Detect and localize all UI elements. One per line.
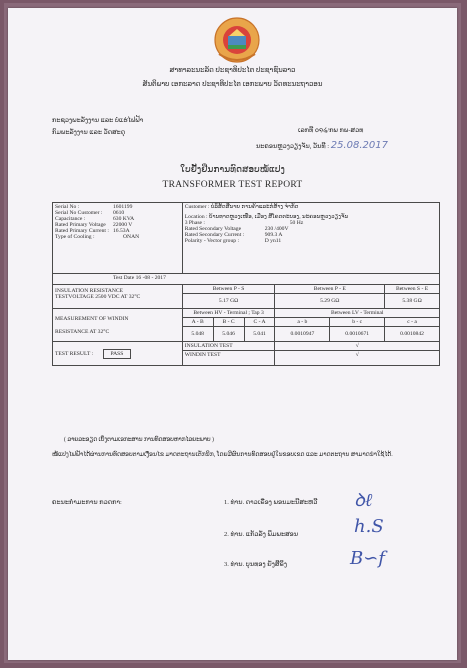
spec-value: ONAN [123, 234, 140, 240]
spec-value: 630 KVA [113, 216, 135, 222]
insulation-value-pe: 5.29 GΩ [275, 294, 385, 309]
winding-value: 5.046 [213, 327, 244, 342]
footnote: ( ລາຍລະອຽດ ເບິ່ງຕາມເອກະສານ ການທົດສອບຫາກໄລຍະພາບ ) [64, 437, 214, 443]
winding-value: 5.041 [244, 327, 275, 342]
rated-secondary-current-label: Rated Secondary Current : [184, 232, 245, 238]
winding-temperature: RESISTANCE AT 32°C [55, 328, 110, 335]
signer-name: 2. ທ່ານ. ແກ້ວລັງ ພິມພະສອນ [224, 531, 299, 538]
insulation-value-ps: 5.17 GΩ [182, 294, 275, 309]
test-date: Test Date 16 -08 - 2017 [53, 274, 440, 285]
winding-col: a - b [275, 318, 330, 327]
spec-value: 16.53A [113, 228, 130, 234]
date-line [256, 140, 388, 151]
winding-label: MEASUREMENT OF WINDIN [55, 315, 129, 322]
signers-title: ຄະນະກຳມະການ ກວດກາ: [52, 499, 122, 506]
winding-col: C - A [244, 318, 275, 327]
winding-hv-header: Between HV - Terminal ; Tap 3 [182, 309, 275, 318]
winding-value: 0.0010842 [385, 327, 440, 342]
signature: B∽f [350, 548, 385, 569]
signature: h.S [354, 516, 384, 537]
national-header-line1: ສາທາລະນະລັດ ປະຊາທິປະໄຕ ປະຊາຊົນລາວ [169, 66, 296, 74]
winding-col: c - a [385, 318, 440, 327]
polarity-value: D yn11 [264, 238, 282, 244]
winding-col: B - C [213, 318, 244, 327]
location: Location : ບ້ານທາດຫຼວງເໜືອ, ເມືອງ ສີໂຄດຕະບອງ, ນະຄອນຫຼວງວຽງຈັນ [184, 214, 349, 220]
spec-value: 22000 V [113, 222, 133, 228]
insulation-header-pe: Between P - E [275, 285, 385, 294]
statement: ໝໍ້ແປງໄຟຟ້າໄດ້ຜ່ານການທົດສອບຕາມເງື່ອນໄຂ ມາດຕະຖານເຕັກນິກ, ໂດຍມີຜົນການທົດສອບຢູ່ໃນຂອບເຂດ ແລະ ມາດຕະຖານ ສາມາດນຳໃຊ້ໄດ້. [52, 452, 393, 458]
title-english: TRANSFORMER TEST REPORT [162, 180, 303, 190]
winding-test-mark: √ [275, 351, 440, 366]
spec-label: Capacitance : [55, 216, 86, 222]
title-lao: ໃບຢັ້ງຢືນການທົດສອບໝໍ້ແປງ [180, 164, 285, 174]
test-result-label: TEST RESULT : [55, 350, 94, 357]
test-result-status: PASS [103, 349, 132, 359]
lao-national-emblem-icon [211, 16, 263, 64]
insulation-label: INSULATION RESISTANCE [55, 288, 124, 294]
spec-label: Rated Primary Current : [55, 228, 109, 234]
specs-row [53, 203, 440, 274]
signer-1 [224, 490, 373, 511]
insulation-header-ps: Between P - S [182, 285, 275, 294]
rated-secondary-current-value: 909.3 A [264, 232, 283, 238]
test-result-cell [53, 342, 183, 366]
winding-value: 0.0010671 [330, 327, 385, 342]
issuer-ministry: ກະຊວງພະລັງງານ ແລະ ບໍ່ແຮ່ໄຟຟ້າ [52, 117, 144, 124]
insulation-value-se: 5.38 GΩ [385, 294, 440, 309]
document-page [8, 8, 457, 660]
date-value: 25.08.2017 [330, 140, 388, 151]
reference-number: ເລກທີ ໐໑໔/ກພ ກພ-ສວທ [298, 127, 364, 134]
winding-test-label: WINDIN TEST [182, 351, 275, 366]
insulation-header-row [53, 285, 440, 294]
signer-name: 3. ທ່ານ. ບຸນທອງ ຍັງສີຣິງ [224, 561, 288, 568]
winding-header-row [53, 309, 440, 318]
insulation-test-mark: √ [275, 342, 440, 351]
winding-col: b - c [330, 318, 385, 327]
winding-lv-header: Between LV - Terminal [275, 309, 440, 318]
insulation-test-voltage: TESTVOLTAGE 2500 VDC AT 32°C [55, 294, 141, 300]
spec-label: Serial No Customer : [55, 210, 103, 216]
spec-value: 1601199 [113, 204, 133, 210]
signer-2 [224, 516, 384, 538]
test-date-row [53, 274, 440, 285]
rated-secondary-voltage-value: 230 /400V [264, 226, 289, 232]
winding-label-cell [53, 309, 183, 342]
customer: Customer : ບໍລິສັດສີນາຍ ການຄ້າແລະກໍ່ສ້າງ ຈຳກັດ [184, 204, 299, 210]
signer-name: 1. ທ່ານ. ດາວເຣືອງ ພອນມະນີສະຫວີ [224, 499, 318, 506]
frequency: 50 Hz [289, 220, 304, 226]
phase: 3 Phase : [184, 220, 205, 226]
insulation-test-label: INSULATION TEST [182, 342, 275, 351]
spec-label: Serial No : [55, 204, 80, 210]
date-label: ນະຄອນຫຼວງວຽງຈັນ, ວັນທີ : [256, 143, 330, 150]
signature: ꝺℓ [354, 490, 373, 511]
national-header-line2: ສັນຕິພາບ ເອກະລາດ ປະຊາທິປະໄຕ ເອກະພາບ ວັດທະນະຖາວອນ [142, 80, 323, 88]
specs-right-cell [182, 203, 439, 274]
rated-secondary-voltage-label: Rated Secondary Voltage [184, 226, 242, 232]
spec-label: Type of Cooling : [55, 234, 95, 240]
winding-col: A - B [182, 318, 213, 327]
issuer-department: ກົມພະລັງງານ ແລະ ວັດສະດຸ [52, 129, 126, 136]
test-report-table [52, 202, 440, 366]
spec-value: 0610 [113, 210, 125, 216]
result-row-1 [53, 342, 440, 351]
spec-label: Rated Primary Voltage [55, 222, 106, 228]
insulation-label-cell [53, 285, 183, 309]
signer-3 [224, 548, 385, 569]
winding-value: 0.0010947 [275, 327, 330, 342]
insulation-header-se: Between S - E [385, 285, 440, 294]
winding-value: 5.048 [182, 327, 213, 342]
specs-left-cell [53, 203, 183, 274]
polarity-label: Polarity - Vector group : [184, 238, 240, 244]
